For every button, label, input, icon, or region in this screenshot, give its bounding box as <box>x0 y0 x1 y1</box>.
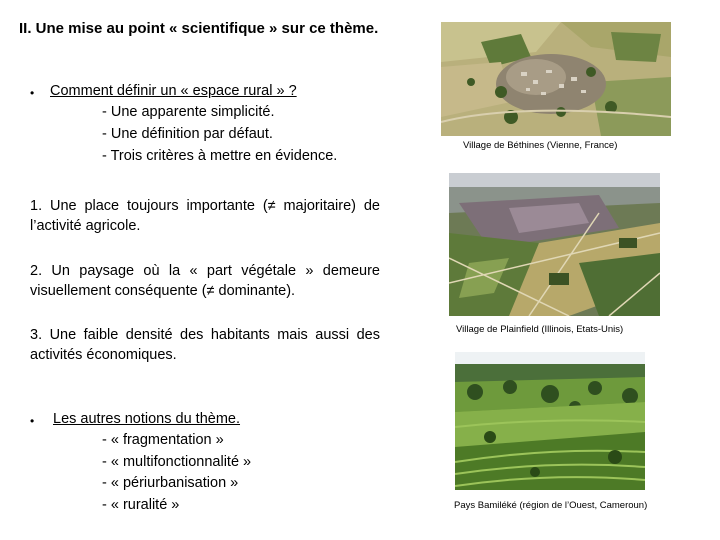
criterion-1: 1. Une place toujours importante (≠ majoritaire) de l’activité agricole. <box>30 198 380 234</box>
caption-bamileke: Pays Bamiléké (région de l’Ouest, Cameroun) <box>454 500 648 511</box>
slide-title: II. Une mise au point « scientifique » sur ce thème. <box>19 20 379 37</box>
section2-item-2: - « multifonctionnalité » <box>102 454 252 470</box>
caption-bethines: Village de Béthines (Vienne, France) <box>463 140 618 151</box>
section1-item-3: - Trois critères à mettre en évidence. <box>102 148 338 164</box>
section1-heading: Comment définir un « espace rural » ? <box>50 83 297 99</box>
bullet-1: • <box>30 86 35 100</box>
section1-item-1: - Une apparente simplicité. <box>102 104 275 120</box>
section2-item-4: - « ruralité » <box>102 497 180 513</box>
criterion-3: 3. Une faible densité des habitants mais aussi des activités économiques. <box>30 327 380 363</box>
caption-plainfield: Village de Plainfield (Illinois, Etats-Unis) <box>456 324 624 335</box>
section2-heading: Les autres notions du thème. <box>53 411 241 427</box>
section1-item-2: - Une définition par défaut. <box>102 126 273 142</box>
photo-bamileke <box>455 352 645 490</box>
bullet-2: • <box>30 414 35 428</box>
photo-bethines <box>441 22 671 136</box>
criterion-2: 2. Un paysage où la « part végétale » demeure visuellement conséquente (≠ dominante). <box>30 263 380 299</box>
section2-item-3: - « périurbanisation » <box>102 475 239 491</box>
section2-item-1: - « fragmentation » <box>102 432 224 448</box>
photo-plainfield <box>449 173 660 316</box>
